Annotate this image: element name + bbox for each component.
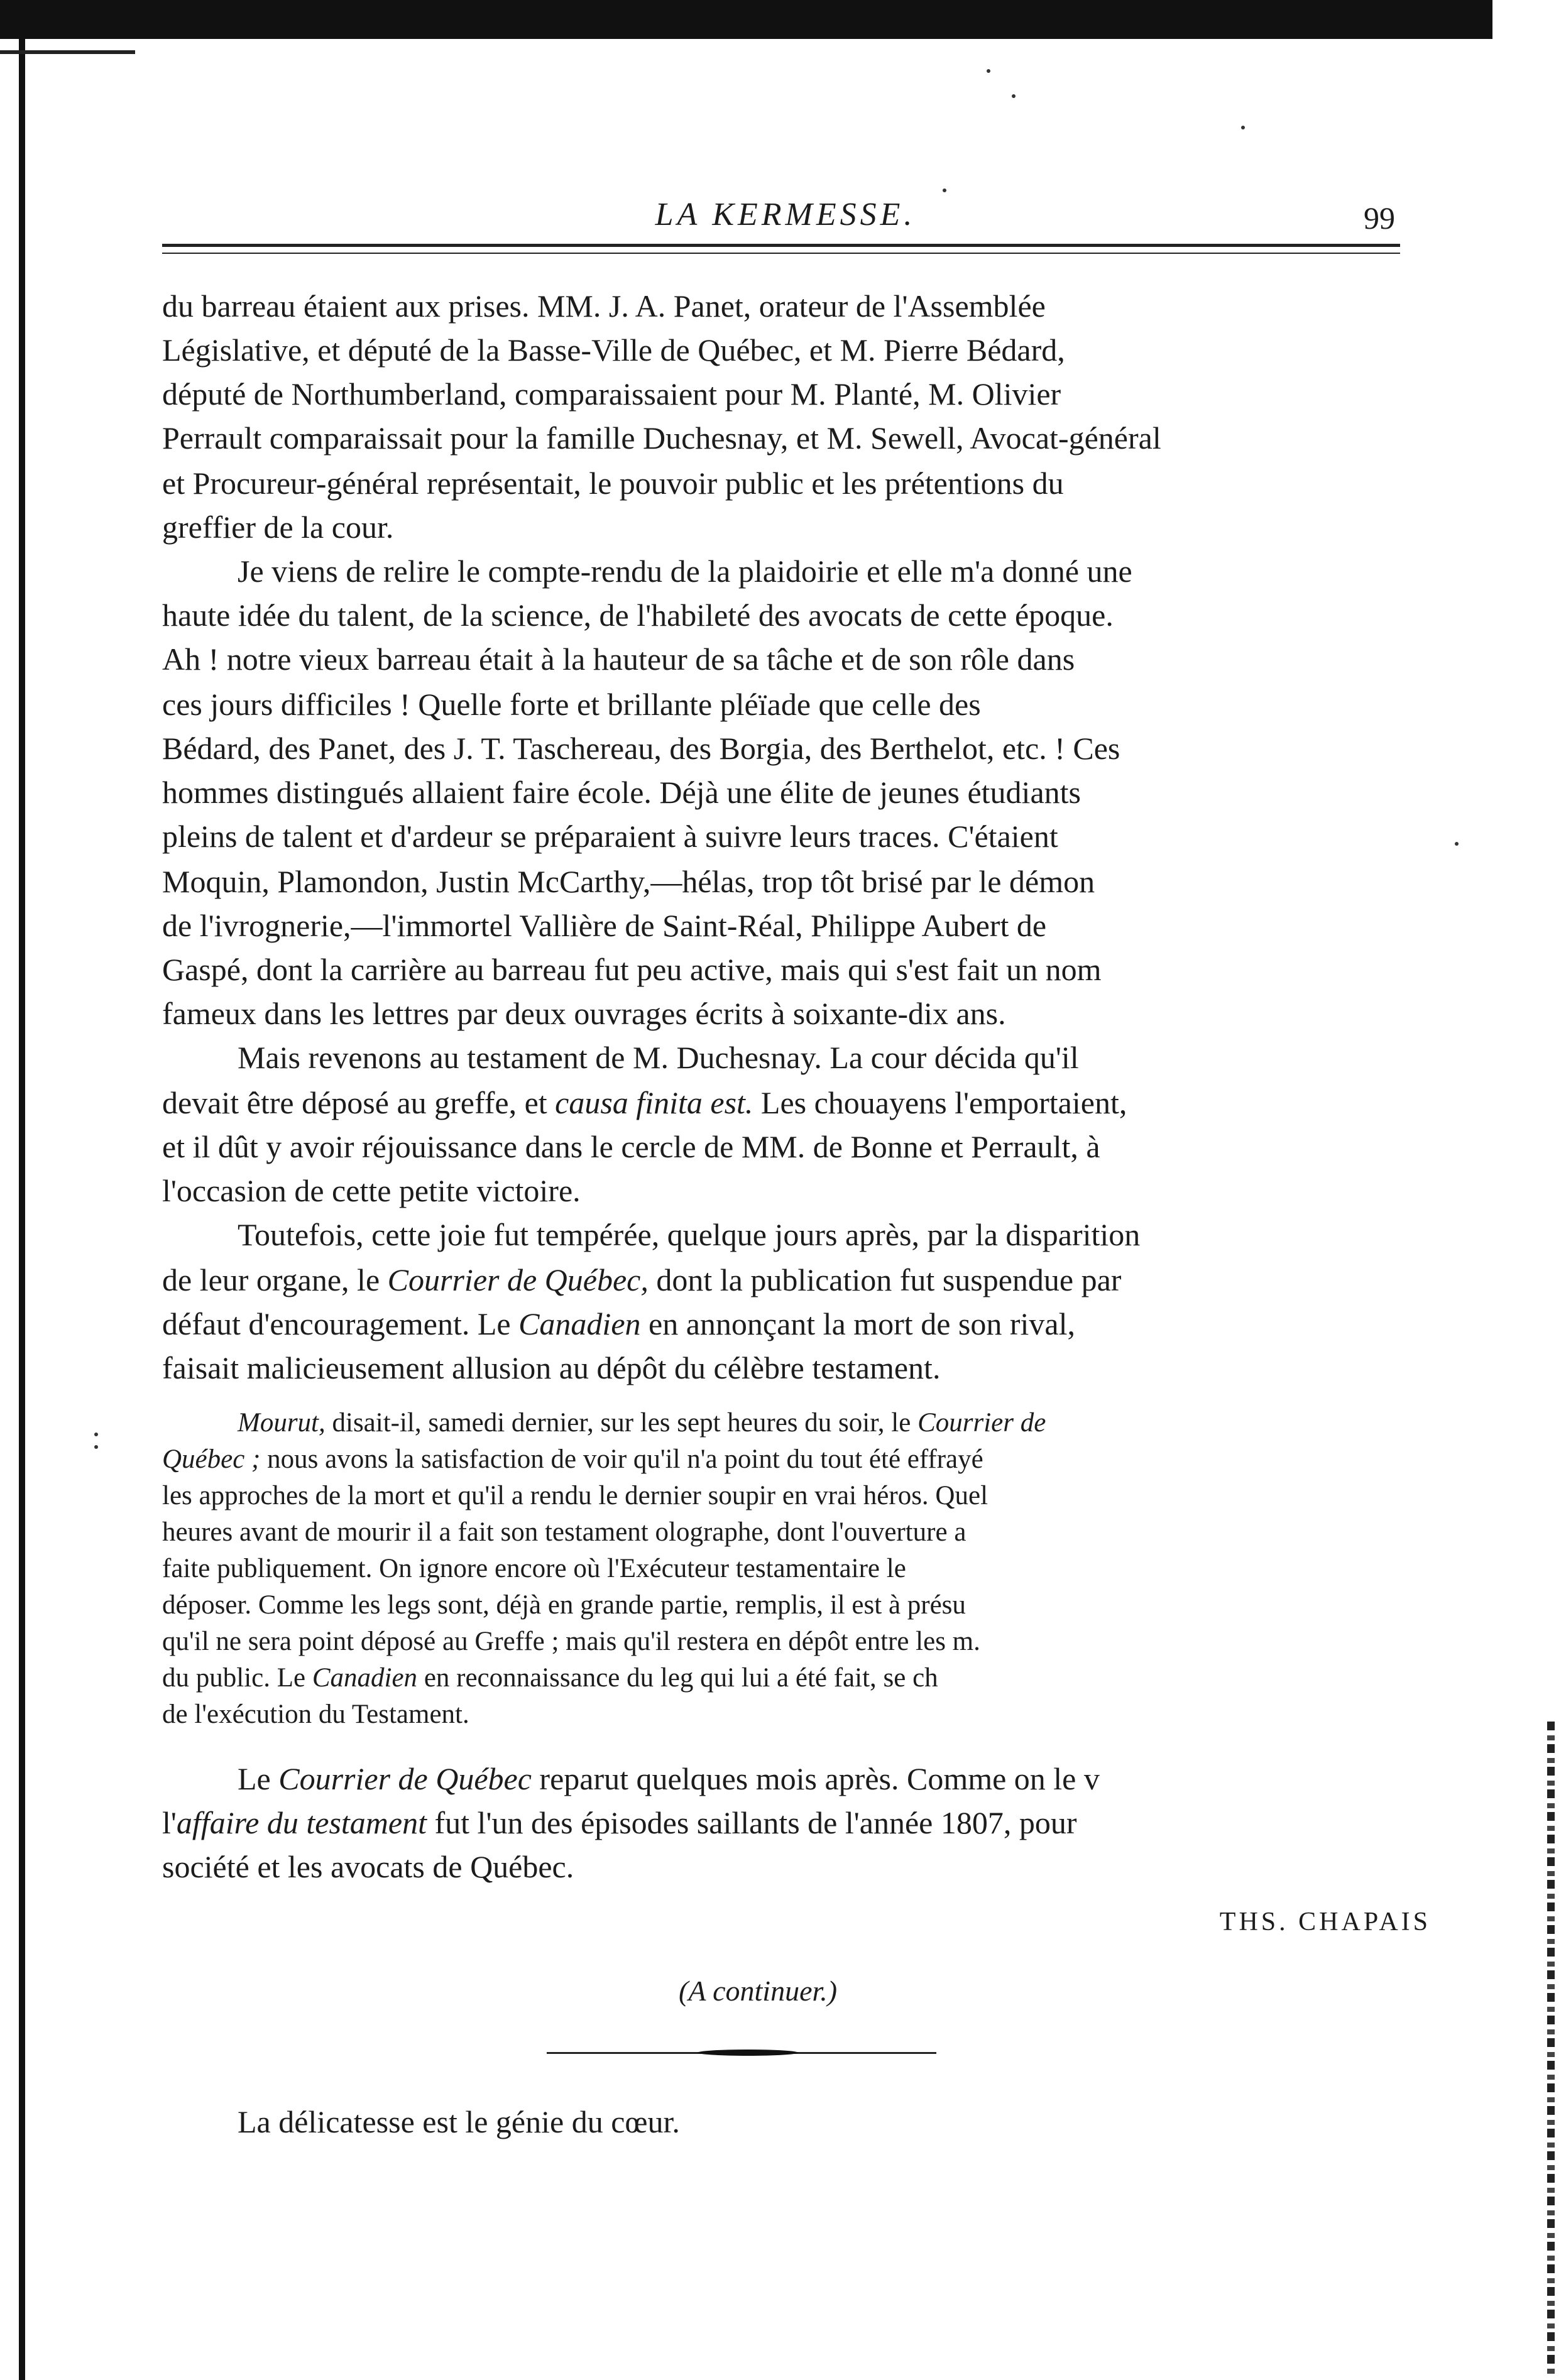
closing-maxim: La délicatesse est le génie du cœur. bbox=[238, 2104, 680, 2139]
page-number: 99 bbox=[1364, 200, 1395, 236]
scan-border-right bbox=[1547, 1722, 1555, 2375]
text-line: haute idée du talent, de la science, de l'habileté des avocats de cette époque. bbox=[162, 598, 1114, 633]
text-line: devait être déposé au greffe, et causa finita est. Les chouayens l'emportaient, bbox=[162, 1085, 1127, 1120]
scan-speck bbox=[1455, 842, 1459, 846]
header-rule bbox=[162, 253, 1400, 254]
text-line: l'occasion de cette petite victoire. bbox=[162, 1173, 581, 1208]
text-line: ces jours difficiles ! Quelle forte et brillante pléïade que celle des bbox=[162, 687, 981, 722]
text-line: greffier de la cour. bbox=[162, 510, 394, 545]
text-line: Moquin, Plamondon, Justin McCarthy,—hélas, trop tôt brisé par le démon bbox=[162, 864, 1095, 899]
quote-line: qu'il ne sera point déposé au Greffe ; mais qu'il restera en dépôt entre les m. bbox=[162, 1627, 980, 1656]
text-line: Le Courrier de Québec reparut quelques mois après. Comme on le v bbox=[238, 1761, 1100, 1796]
text-line: et il dût y avoir réjouissance dans le cercle de MM. de Bonne et Perrault, à bbox=[162, 1129, 1100, 1164]
author-signature: THS. CHAPAIS bbox=[1219, 1908, 1431, 1936]
quote-line: heures avant de mourir il a fait son testament olographe, dont l'ouverture a bbox=[162, 1517, 966, 1547]
scan-speck bbox=[943, 188, 946, 192]
scan-speck bbox=[1012, 94, 1016, 98]
text-line: Toutefois, cette joie fut tempérée, quelque jours après, par la disparition bbox=[238, 1217, 1141, 1252]
text-line: de l'ivrognerie,—l'immortel Vallière de Saint-Réal, Philippe Aubert de bbox=[162, 908, 1047, 943]
text-line: faisait malicieusement allusion au dépôt du célèbre testament. bbox=[162, 1350, 941, 1385]
quote-line: Québec ; nous avons la satisfaction de voir qu'il n'a point du tout été effrayé bbox=[162, 1444, 983, 1474]
ornamental-divider bbox=[547, 2050, 936, 2056]
text-line: fameux dans les lettres par deux ouvrages écrits à soixante-dix ans. bbox=[162, 996, 1006, 1031]
text-line: Mais revenons au testament de M. Duchesnay. La cour décida qu'il bbox=[238, 1040, 1079, 1075]
text-line: de leur organe, le Courrier de Québec, dont la publication fut suspendue par bbox=[162, 1262, 1122, 1297]
quote-line: les approches de la mort et qu'il a rendu le dernier soupir en vrai héros. Quel bbox=[162, 1481, 988, 1510]
text-line: hommes distingués allaient faire école. Déjà une élite de jeunes étudiants bbox=[162, 775, 1081, 810]
text-line: du barreau étaient aux prises. MM. J. A. Panet, orateur de l'Assemblée bbox=[162, 288, 1046, 324]
scan-speck bbox=[94, 1445, 98, 1449]
text-line: l'affaire du testament fut l'un des épisodes saillants de l'année 1807, pour bbox=[162, 1805, 1077, 1840]
text-line: Perrault comparaissait pour la famille Duchesnay, et M. Sewell, Avocat-général bbox=[162, 420, 1161, 456]
header-rule bbox=[162, 244, 1400, 247]
text-line: Ah ! notre vieux barreau était à la hauteur de sa tâche et de son rôle dans bbox=[162, 641, 1075, 677]
quote-line: déposer. Comme les legs sont, déjà en grande partie, remplis, il est à présu bbox=[162, 1590, 966, 1620]
text-line: défaut d'encouragement. Le Canadien en annonçant la mort de son rival, bbox=[162, 1306, 1075, 1341]
running-title: LA KERMESSE. bbox=[655, 197, 916, 232]
text-line: pleins de talent et d'ardeur se préparaient à suivre leurs traces. C'étaient bbox=[162, 819, 1058, 854]
scan-border-left bbox=[19, 38, 25, 2380]
quote-line: du public. Le Canadien en reconnaissance du leg qui lui a été fait, se ch bbox=[162, 1663, 938, 1693]
quote-line: de l'exécution du Testament. bbox=[162, 1700, 469, 1729]
to-be-continued: (A continuer.) bbox=[679, 1975, 838, 2007]
text-line: Gaspé, dont la carrière au barreau fut peu active, mais qui s'est fait un nom bbox=[162, 952, 1102, 987]
scan-speck bbox=[1241, 126, 1245, 129]
scan-speck bbox=[987, 69, 990, 73]
scan-border-top bbox=[0, 0, 1492, 39]
scan-speck bbox=[94, 1433, 98, 1436]
quote-line: faite publiquement. On ignore encore où l'Exécuteur testamentaire le bbox=[162, 1554, 906, 1583]
text-line: Législative, et député de la Basse-Ville de Québec, et M. Pierre Bédard, bbox=[162, 332, 1065, 368]
scan-mark bbox=[0, 50, 135, 54]
text-line: Bédard, des Panet, des J. T. Taschereau, des Borgia, des Berthelot, etc. ! Ces bbox=[162, 731, 1120, 766]
text-line: société et les avocats de Québec. bbox=[162, 1849, 574, 1884]
text-line: et Procureur-général représentait, le pouvoir public et les prétentions du bbox=[162, 466, 1064, 501]
text-line: député de Northumberland, comparaissaient pour M. Planté, M. Olivier bbox=[162, 376, 1061, 412]
quote-line: Mourut, disait-il, samedi dernier, sur les sept heures du soir, le Courrier de bbox=[238, 1408, 1046, 1438]
text-line: Je viens de relire le compte-rendu de la plaidoirie et elle m'a donné une bbox=[238, 554, 1132, 589]
